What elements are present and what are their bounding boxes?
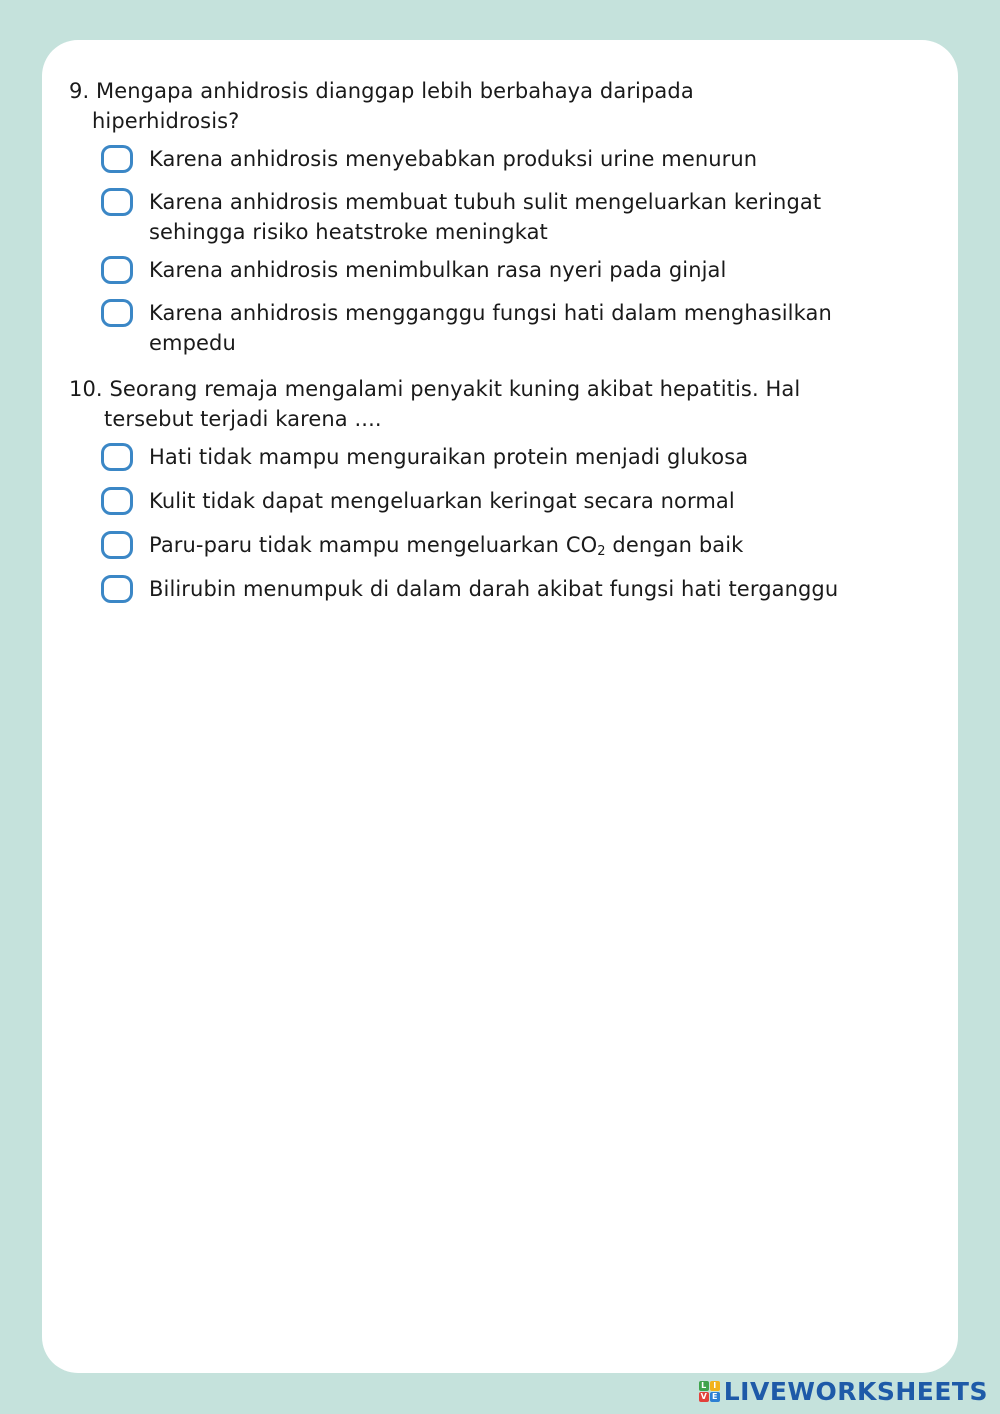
brand-name: LIVEWORKSHEETS bbox=[723, 1377, 988, 1406]
option-label bbox=[149, 255, 726, 285]
option-text-after-subscript: dengan baik bbox=[605, 533, 744, 557]
question-10-number: 10. bbox=[69, 377, 103, 401]
question-9-number: 9. bbox=[69, 79, 90, 103]
question-9-option-1[interactable] bbox=[101, 144, 891, 174]
option-label bbox=[149, 144, 757, 174]
option-checkbox[interactable] bbox=[101, 256, 133, 284]
option-label bbox=[149, 442, 748, 472]
option-checkbox[interactable] bbox=[101, 443, 133, 471]
option-label-line: Karena anhidrosis mengganggu fungsi hati dalam menghasilkan bbox=[149, 301, 832, 325]
logo-letter: V bbox=[700, 1392, 707, 1401]
question-9-text-line-2: hiperhidrosis? bbox=[92, 109, 240, 133]
option-checkbox[interactable] bbox=[101, 299, 133, 327]
option-checkbox[interactable] bbox=[101, 531, 133, 559]
option-checkbox[interactable] bbox=[101, 145, 133, 173]
option-label bbox=[149, 530, 743, 560]
question-10-option-2[interactable] bbox=[101, 486, 891, 516]
question-10-text-line-2: tersebut terjadi karena .... bbox=[104, 407, 382, 431]
question-9-option-2[interactable] bbox=[101, 187, 891, 247]
option-label bbox=[149, 486, 735, 516]
option-label-line: Hati tidak mampu menguraikan protein menjadi glukosa bbox=[149, 445, 749, 469]
option-label bbox=[149, 298, 832, 358]
option-checkbox[interactable] bbox=[101, 188, 133, 216]
option-label-line: Kulit tidak dapat mengeluarkan keringat secara normal bbox=[149, 489, 735, 513]
liveworksheets-logo-icon bbox=[699, 1381, 720, 1402]
question-9-text-line-1: Mengapa anhidrosis dianggap lebih berbahaya daripada bbox=[96, 79, 694, 103]
liveworksheets-brand bbox=[699, 1377, 988, 1406]
option-label-line bbox=[149, 530, 743, 560]
option-label-line: Karena anhidrosis menimbulkan rasa nyeri pada ginjal bbox=[149, 258, 727, 282]
option-checkbox[interactable] bbox=[101, 487, 133, 515]
question-10-option-3[interactable] bbox=[101, 530, 891, 560]
option-label bbox=[149, 187, 821, 247]
option-text-before-subscript: Paru-paru tidak mampu mengeluarkan CO bbox=[149, 533, 598, 557]
question-10 bbox=[69, 374, 800, 434]
question-10-text-line-1: Seorang remaja mengalami penyakit kuning akibat hepatitis. Hal bbox=[109, 377, 801, 401]
option-checkbox[interactable] bbox=[101, 575, 133, 603]
option-label-line: Bilirubin menumpuk di dalam darah akibat fungsi hati terganggu bbox=[149, 577, 839, 601]
question-10-option-4[interactable] bbox=[101, 574, 891, 604]
question-9-line-1 bbox=[69, 76, 694, 106]
option-label-line: sehingga risiko heatstroke meningkat bbox=[149, 220, 548, 244]
question-10-option-1[interactable] bbox=[101, 442, 891, 472]
question-9 bbox=[69, 76, 694, 136]
option-label-line: Karena anhidrosis menyebabkan produksi urine menurun bbox=[149, 147, 758, 171]
question-9-option-4[interactable] bbox=[101, 298, 891, 358]
question-9-option-3[interactable] bbox=[101, 255, 891, 285]
option-label bbox=[149, 574, 838, 604]
logo-letter: I bbox=[710, 1381, 720, 1391]
logo-letter: L bbox=[699, 1381, 709, 1391]
option-label-line: Karena anhidrosis membuat tubuh sulit mengeluarkan keringat bbox=[149, 190, 822, 214]
option-label-line: empedu bbox=[149, 331, 236, 355]
co2-subscript: 2 bbox=[597, 544, 606, 559]
logo-letter: E bbox=[710, 1392, 720, 1402]
question-10-line-1 bbox=[69, 374, 800, 404]
